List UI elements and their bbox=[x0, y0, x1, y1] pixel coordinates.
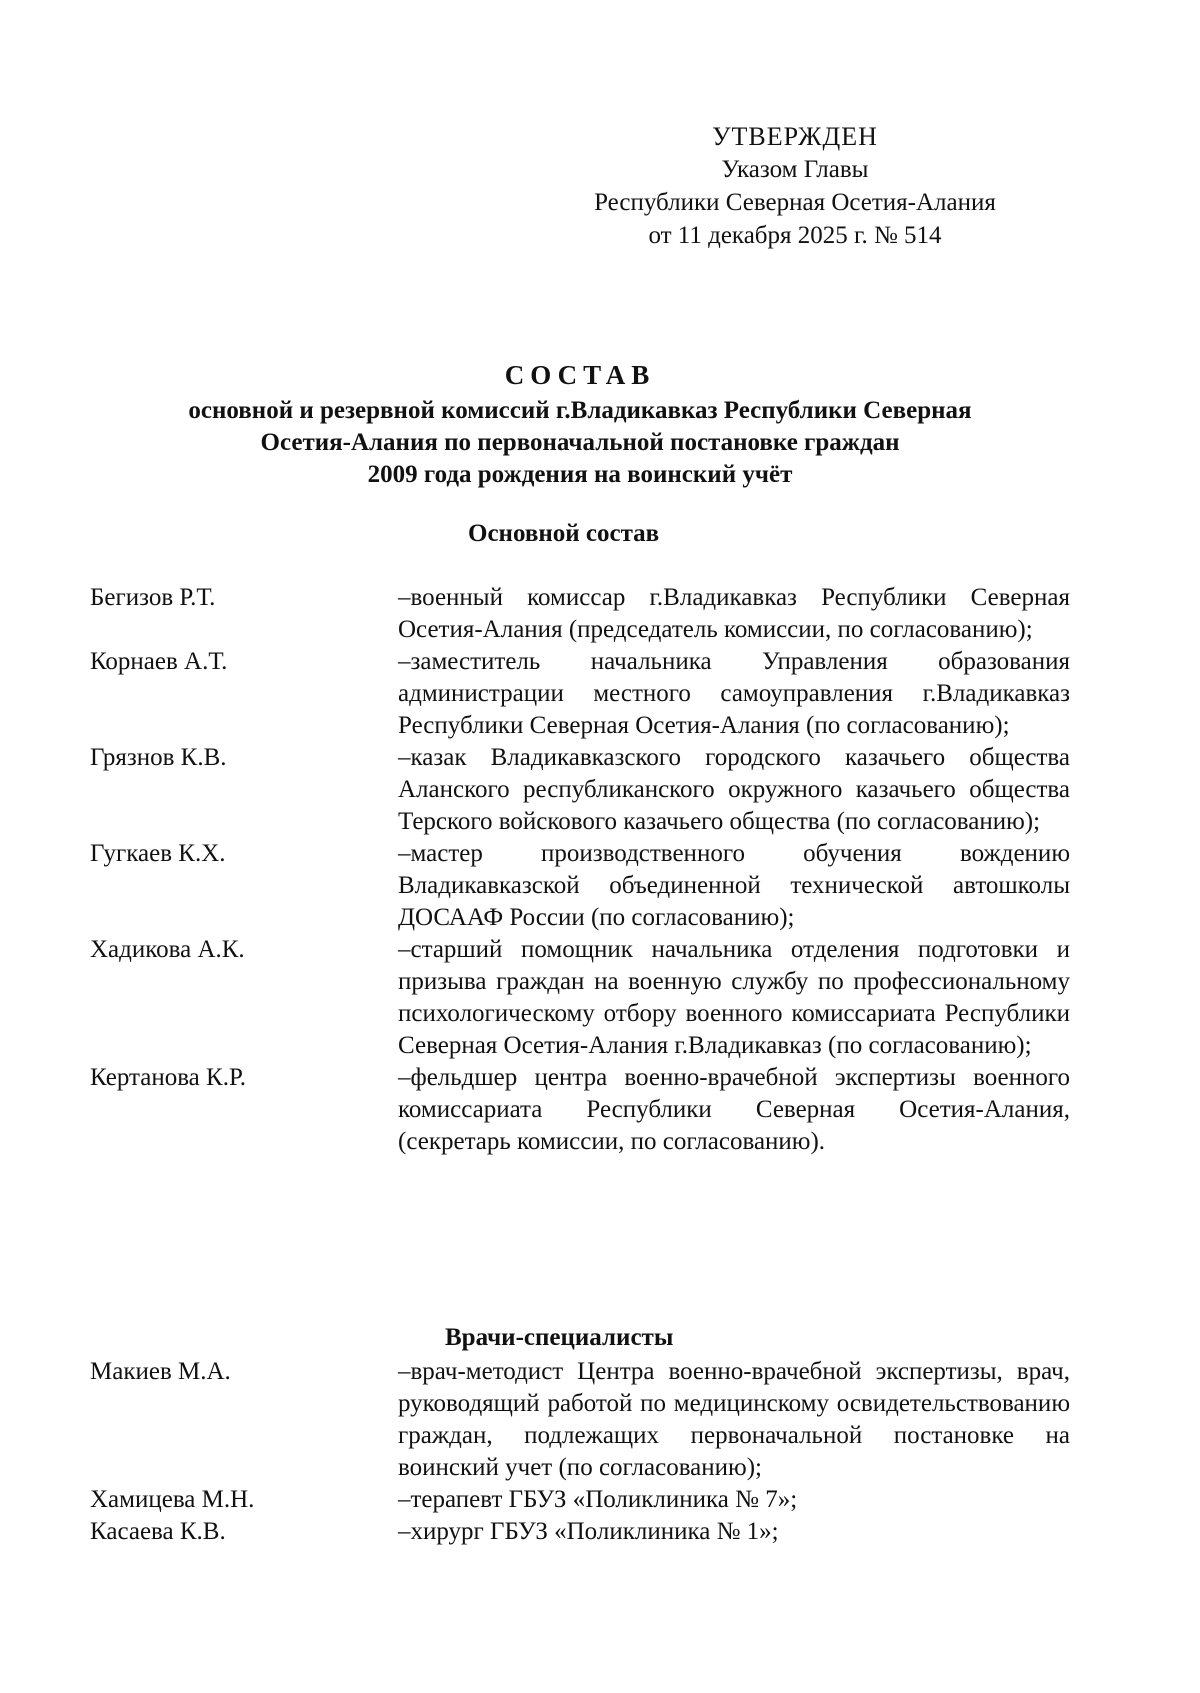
title-line-1: основной и резервной комиссий г.Владикавказ Республики Северная bbox=[188, 397, 972, 424]
member-role: –врач-методист Центра военно-врачебной экспертизы, врач, руководящий работой по медицинскому освидетельствованию граждан, подлежащих первоначальной постановке на воинский учет (по согласованию); bbox=[398, 1358, 1070, 1481]
main-section-heading: Основной состав bbox=[468, 520, 660, 547]
approval-line-3: от 11 декабря 2025 г. № 514 bbox=[648, 222, 942, 249]
member-role: –мастер производственного обучения вождению Владикавказской объединенной технической автошколы ДОСААФ России (по согласованию); bbox=[398, 840, 1070, 931]
member-role: –терапевт ГБУЗ «Поликлиника № 7»; bbox=[398, 1486, 798, 1513]
member-name: Кертанова К.Р. bbox=[90, 1064, 246, 1091]
member-name: Корнаев А.Т. bbox=[90, 648, 228, 675]
document-title bbox=[100, 355, 1060, 491]
member-row bbox=[90, 742, 1070, 838]
main-members-list bbox=[90, 582, 1070, 1158]
member-name: Касаева К.В. bbox=[90, 1518, 226, 1545]
member-role: –старший помощник начальника отделения подготовки и призыва граждан на военную службу по профессиональному психологическому отбору военного комиссариата Республики Северная Осетия-Алания г.Владикавказ (по согласованию); bbox=[398, 936, 1070, 1059]
member-role: –военный комиссар г.Владикавказ Республики Северная Осетия-Алания (председатель комиссии, по согласованию); bbox=[398, 584, 1070, 643]
approved-label: УТВЕРЖДЕН bbox=[712, 122, 878, 151]
member-row bbox=[90, 1516, 1070, 1548]
member-name: Бегизов Р.Т. bbox=[90, 584, 216, 611]
approval-line-2: Республики Северная Осетия-Алания bbox=[594, 189, 996, 216]
title-line-2: Осетия-Алания по первоначальной постановке граждан bbox=[260, 429, 900, 456]
approval-stamp bbox=[560, 120, 1030, 252]
member-role: –фельдшер центра военно-врачебной экспертизы военного комиссариата Республики Северная Осетия-Алания, (секретарь комиссии, по согласованию). bbox=[398, 1064, 1070, 1155]
title-main: СОСТАВ bbox=[504, 360, 656, 390]
approval-line-1: Указом Главы bbox=[721, 156, 869, 183]
member-name: Грязнов К.В. bbox=[90, 744, 227, 771]
member-name: Макиев М.А. bbox=[90, 1358, 231, 1385]
member-row bbox=[90, 838, 1070, 934]
member-role: –заместитель начальника Управления образования администрации местного самоуправления г.Владикавказ Республики Северная Осетия-Алания (по согласованию); bbox=[398, 648, 1070, 739]
member-name: Хадикова А.К. bbox=[90, 936, 245, 963]
member-row bbox=[90, 582, 1070, 646]
member-row bbox=[90, 1484, 1070, 1516]
member-row bbox=[90, 934, 1070, 1062]
title-line-3: 2009 года рождения на воинский учёт bbox=[367, 461, 793, 488]
member-role: –хирург ГБУЗ «Поликлиника № 1»; bbox=[398, 1518, 779, 1545]
member-row bbox=[90, 646, 1070, 742]
member-name: Хамицева М.Н. bbox=[90, 1486, 255, 1513]
doctors-section-heading: Врачи-специалисты bbox=[445, 1324, 674, 1351]
member-role: –казак Владикавказского городского казачьего общества Аланского республиканского окружного казачьего общества Терского войскового казачьего общества (по согласованию); bbox=[398, 744, 1070, 835]
member-name: Гугкаев К.Х. bbox=[90, 840, 226, 867]
doctors-list bbox=[90, 1356, 1070, 1548]
member-row bbox=[90, 1062, 1070, 1158]
member-row bbox=[90, 1356, 1070, 1484]
